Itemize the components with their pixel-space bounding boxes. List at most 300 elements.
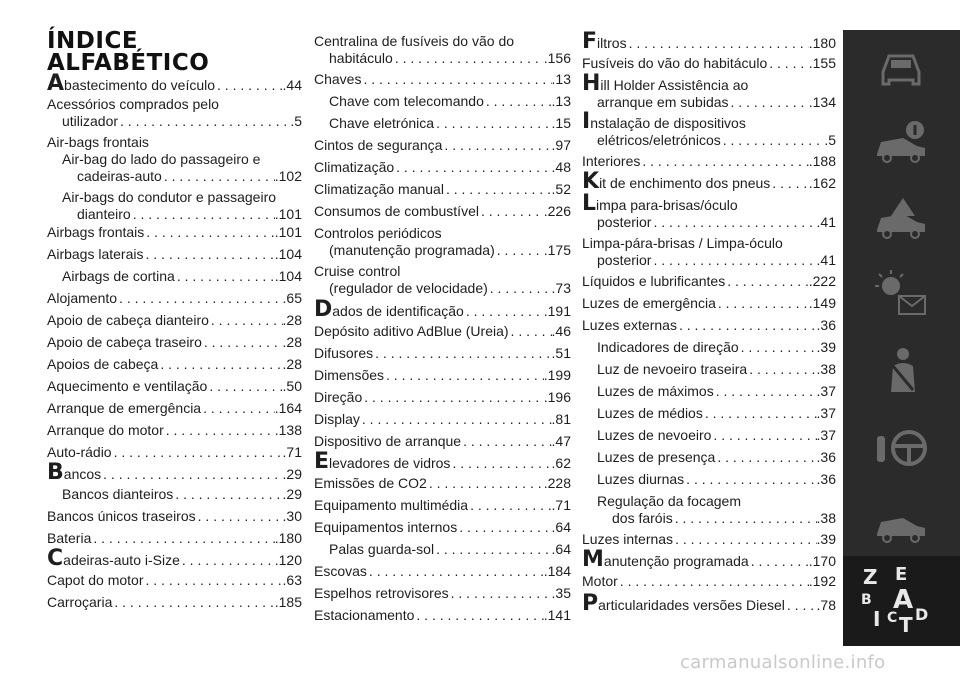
page-number: .180	[808, 35, 836, 51]
entry-label: Apoios de cabeça	[47, 356, 159, 372]
entry-label: levadores de vidros	[329, 455, 451, 471]
index-entry[interactable]	[47, 546, 302, 571]
page-number: .30	[282, 508, 302, 524]
entry-label: adeiras-auto i-Size	[63, 552, 180, 568]
index-entry[interactable]	[314, 323, 571, 340]
leader-dots	[175, 268, 275, 285]
svg-text:T: T	[899, 613, 913, 634]
index-entry[interactable]	[47, 460, 302, 485]
index-entry[interactable]	[582, 591, 836, 616]
leader-dots	[384, 367, 544, 384]
index-entry[interactable]	[47, 189, 302, 223]
index-letter: K	[582, 169, 600, 194]
steering-wheel-icon	[873, 422, 929, 472]
index-entry[interactable]	[582, 29, 836, 54]
entry-label: Chave com telecomando	[329, 93, 484, 109]
page-number: .184	[543, 563, 571, 579]
entry-label: Equipamentos internos	[314, 519, 458, 535]
page-number: .71	[551, 497, 571, 513]
entry-label-cont: (regulador de velocidade)	[329, 280, 488, 296]
entry-label: Indicadores de direção	[597, 339, 739, 355]
leader-dots	[715, 449, 816, 466]
index-entry[interactable]	[582, 191, 836, 231]
page-number: .164	[274, 400, 302, 416]
entry-label: Consumos de combustível	[314, 203, 479, 219]
leader-dots	[131, 206, 275, 223]
car-info-icon	[873, 118, 929, 168]
entry-label: Líquidos e lubrificantes	[582, 273, 726, 289]
car-tools-icon	[873, 498, 929, 548]
index-entry[interactable]	[314, 297, 571, 322]
index-entry[interactable]	[47, 268, 302, 285]
entry-label: it de enchimento dos pneus	[599, 175, 771, 191]
entry-label-cont: posterior	[597, 252, 652, 268]
page-number: .81	[551, 411, 571, 427]
entry-label: Equipamento multimédia	[314, 497, 469, 513]
entry-label: Cruise control	[314, 263, 401, 279]
entry-label: Alojamento	[47, 290, 118, 306]
index-entry[interactable]	[314, 225, 571, 259]
seatbelt-icon	[873, 346, 929, 396]
entry-label: Escovas	[314, 563, 367, 579]
leader-dots	[367, 563, 544, 580]
page-number: .65	[282, 290, 302, 306]
index-abc-icon	[859, 564, 939, 634]
index-entry[interactable]	[314, 345, 571, 362]
page-number: .15	[551, 115, 571, 131]
index-entry[interactable]	[314, 585, 571, 602]
entry-label-cont: arranque em subidas	[597, 94, 729, 110]
entry-label: Capot do motor	[47, 572, 144, 588]
entry-label: Luzes de presença	[597, 449, 716, 465]
leader-dots	[444, 181, 552, 198]
page-number: .36	[816, 449, 836, 465]
index-entry[interactable]	[314, 115, 571, 132]
index-entry[interactable]	[314, 203, 571, 220]
page-number: .192	[808, 573, 836, 589]
entry-label: Depósito aditivo AdBlue (Ureia)	[314, 323, 509, 339]
leader-dots	[215, 77, 283, 94]
entry-label-cont: (manutenção programada)	[329, 242, 495, 258]
index-entry[interactable]	[314, 449, 571, 474]
tab-car-front[interactable]	[843, 30, 960, 104]
svg-text:B: B	[861, 592, 872, 608]
entry-label: Luzes de emergência	[582, 295, 716, 311]
leader-dots	[394, 159, 551, 176]
page-number: .175	[543, 242, 571, 258]
index-entry[interactable]	[47, 530, 302, 547]
index-entry[interactable]	[47, 572, 302, 589]
entry-label: ancos	[63, 466, 102, 482]
index-entry[interactable]	[582, 295, 836, 312]
entry-label: bastecimento do veículo	[64, 77, 216, 93]
entry-label: Limpa-pára-brisas / Limpa-óculo	[582, 235, 783, 251]
page-number: .191	[543, 303, 571, 319]
entry-label-cont: utilizador	[62, 113, 119, 129]
leader-dots	[112, 444, 283, 461]
entry-label: Cintos de segurança	[314, 137, 443, 153]
leader-dots	[721, 132, 825, 149]
page-number: .196	[543, 389, 571, 405]
index-entry[interactable]	[582, 235, 836, 269]
page-number: .64	[551, 519, 571, 535]
page-number: .5	[290, 113, 302, 129]
entry-label: Bateria	[47, 530, 92, 546]
leader-dots	[509, 323, 552, 340]
page-number: .39	[816, 339, 836, 355]
index-entry[interactable]	[314, 181, 571, 198]
leader-dots	[196, 508, 283, 525]
leader-dots	[450, 455, 551, 472]
index-entry[interactable]	[314, 93, 571, 110]
entry-label-cont: elétricos/eletrónicos	[597, 132, 721, 148]
page-number: .52	[551, 181, 571, 197]
entry-label: Air-bags do condutor e passageiro	[62, 189, 277, 205]
page-number: .29	[282, 466, 302, 482]
page-number: .37	[816, 405, 836, 421]
entry-label: Controlos periódicos	[314, 225, 442, 241]
page-number: .97	[551, 137, 571, 153]
index-entry[interactable]	[47, 400, 302, 417]
leader-dots	[673, 510, 817, 527]
index-entry[interactable]	[47, 224, 302, 241]
svg-text:C: C	[887, 610, 898, 626]
entry-label: Climatização	[314, 159, 395, 175]
leader-dots	[442, 137, 551, 154]
svg-text:D: D	[915, 605, 929, 624]
page-number: .29	[282, 486, 302, 502]
page-number: .62	[551, 455, 571, 471]
index-letter: H	[582, 71, 601, 96]
leader-dots	[360, 411, 552, 428]
page-number: .41	[816, 252, 836, 268]
index-entry[interactable]	[314, 159, 571, 176]
index-entry[interactable]	[582, 383, 836, 400]
leader-dots	[749, 553, 809, 570]
leader-dots	[427, 475, 544, 492]
entry-label: impa para-brisas/óculo	[596, 197, 738, 213]
index-entry[interactable]	[47, 378, 302, 395]
leader-dots	[144, 224, 274, 241]
entry-label: Chave eletrónica	[329, 115, 435, 131]
page-number: .38	[816, 361, 836, 377]
index-entry[interactable]	[47, 71, 302, 96]
entry-label: Motor	[582, 573, 618, 589]
entry-label: Luzes externas	[582, 317, 677, 333]
leader-dots	[144, 246, 275, 263]
index-letter: I	[582, 109, 591, 134]
page-number: .36	[816, 317, 836, 333]
leader-dots	[158, 356, 282, 373]
index-entry[interactable]	[582, 573, 836, 590]
entry-label: Fusíveis do vão do habitáculo	[582, 55, 768, 71]
page-number: .71	[282, 444, 302, 460]
leader-dots	[651, 252, 816, 269]
page-number: .51	[551, 345, 571, 361]
page-number: .102	[274, 168, 302, 184]
index-entry[interactable]	[47, 508, 302, 525]
index-entry[interactable]	[314, 389, 571, 406]
entry-label: iltros	[597, 35, 627, 51]
index-entry[interactable]	[582, 427, 836, 444]
index-entry[interactable]	[314, 263, 571, 297]
page-number: .226	[543, 203, 571, 219]
entry-label: Luzes diurnas	[597, 471, 685, 487]
leader-dots	[201, 400, 275, 417]
page-number: .73	[551, 280, 571, 296]
entry-label: Luzes de médios	[597, 405, 703, 421]
page-number: .185	[274, 594, 302, 610]
index-entry[interactable]	[314, 33, 571, 67]
leader-dots	[767, 55, 809, 72]
tab-index[interactable]	[843, 556, 960, 646]
index-letter: A	[47, 71, 65, 96]
page-title	[47, 30, 209, 74]
entry-label: Interiores	[582, 153, 641, 169]
index-entry[interactable]	[582, 361, 836, 378]
index-entry[interactable]	[47, 444, 302, 461]
index-entry[interactable]	[582, 531, 836, 548]
entry-label: Bancos dianteiros	[62, 486, 174, 502]
index-entry[interactable]	[582, 55, 836, 72]
page-number: .155	[808, 55, 836, 71]
leader-dots	[716, 295, 809, 312]
page-number: .101	[274, 206, 302, 222]
index-entry[interactable]	[47, 422, 302, 439]
page-number: .13	[551, 71, 571, 87]
index-entry[interactable]	[582, 71, 836, 111]
index-letter: F	[582, 29, 598, 54]
index-entry[interactable]	[582, 169, 836, 194]
page-number: .36	[816, 471, 836, 487]
leader-dots	[747, 361, 816, 378]
index-entry[interactable]	[314, 411, 571, 428]
entry-label: Climatização manual	[314, 181, 444, 197]
leader-dots	[209, 312, 283, 329]
page-number: .104	[274, 268, 302, 284]
title-line-2: ALFABÉTICO	[47, 50, 210, 76]
entry-label: Display	[314, 411, 360, 427]
leader-dots	[91, 530, 274, 547]
index-entry[interactable]	[314, 563, 571, 580]
leader-dots	[434, 115, 551, 132]
index-entry[interactable]	[47, 486, 302, 503]
index-letter: M	[582, 547, 604, 572]
index-entry[interactable]	[47, 594, 302, 611]
leader-dots	[449, 585, 552, 602]
entry-label: Auto-rádio	[47, 444, 112, 460]
leader-dots	[464, 303, 544, 320]
index-entry[interactable]	[582, 471, 836, 488]
index-entry[interactable]	[314, 541, 571, 558]
page-number: .35	[551, 585, 571, 601]
leader-dots	[414, 607, 543, 624]
entry-label: Centralina de fusíveis do vão do	[314, 33, 515, 49]
index-entry[interactable]	[582, 493, 836, 527]
tab-light-mail[interactable]	[843, 258, 960, 332]
entry-label: Dispositivo de arranque	[314, 433, 462, 449]
entry-label: articularidades versões Diesel	[598, 597, 785, 613]
entry-label: ados de identificação	[332, 303, 464, 319]
entry-label: Direção	[314, 389, 363, 405]
watermark: carmanualsonline.info	[680, 652, 886, 673]
page-number: .50	[282, 378, 302, 394]
page-number: .138	[274, 422, 302, 438]
leader-dots	[461, 433, 551, 450]
page-number: .180	[274, 530, 302, 546]
leader-dots	[739, 339, 817, 356]
page-number: .47	[551, 433, 571, 449]
page-number: .120	[274, 552, 302, 568]
entry-label: Aquecimento e ventilação	[47, 378, 208, 394]
leader-dots	[495, 242, 544, 259]
index-entry[interactable]	[47, 134, 302, 151]
index-entry[interactable]	[314, 607, 571, 624]
index-entry[interactable]	[47, 246, 302, 263]
leader-dots	[144, 572, 283, 589]
index-entry[interactable]	[582, 449, 836, 466]
leader-dots	[479, 203, 544, 220]
leader-dots	[393, 50, 544, 67]
page-number: .37	[816, 427, 836, 443]
entry-label: Estacionamento	[314, 607, 415, 623]
light-mail-icon	[873, 270, 929, 320]
index-letter: E	[314, 449, 330, 474]
index-entry[interactable]	[47, 312, 302, 329]
leader-dots	[202, 334, 283, 351]
index-entry[interactable]	[582, 547, 836, 572]
leader-dots	[711, 427, 816, 444]
index-entry[interactable]	[582, 339, 836, 356]
index-entry[interactable]	[582, 405, 836, 422]
tab-car-warning[interactable]	[843, 182, 960, 256]
tab-car-tools[interactable]	[843, 486, 960, 560]
page-number: .41	[816, 214, 836, 230]
entry-label: Luz de nevoeiro traseira	[597, 361, 748, 377]
index-entry[interactable]	[314, 71, 571, 88]
entry-label: Espelhos retrovisores	[314, 585, 449, 601]
page-number: .48	[551, 159, 571, 175]
index-letter: C	[47, 546, 64, 571]
entry-label: nstalação de dispositivos	[590, 115, 746, 131]
leader-dots	[673, 531, 816, 548]
leader-dots	[785, 597, 817, 614]
entry-label-cont: posterior	[597, 214, 652, 230]
index-entry[interactable]	[47, 151, 302, 185]
index-entry[interactable]	[582, 317, 836, 334]
leader-dots	[640, 153, 808, 170]
entry-label: Emissões de CO2	[314, 475, 427, 491]
page-number: .101	[274, 224, 302, 240]
leader-dots	[684, 471, 816, 488]
entry-label: Airbags de cortina	[62, 268, 175, 284]
leader-dots	[164, 422, 275, 439]
entry-label: Palas guarda-sol	[329, 541, 435, 557]
entry-label: Apoio de cabeça dianteiro	[47, 312, 209, 328]
page-number: .28	[282, 334, 302, 350]
entry-label: Luzes de máximos	[597, 383, 714, 399]
leader-dots	[362, 389, 544, 406]
leader-dots	[729, 94, 809, 111]
car-warning-icon	[873, 194, 929, 244]
index-entry[interactable]	[47, 290, 302, 307]
title-line-1: ÍNDICE	[47, 28, 139, 54]
tab-steering[interactable]	[843, 410, 960, 484]
page-number: .39	[816, 531, 836, 547]
entry-label: Airbags frontais	[47, 224, 145, 240]
leader-dots	[488, 280, 552, 297]
page-number: .228	[543, 475, 571, 491]
leader-dots	[180, 552, 275, 569]
page-number: .5	[824, 132, 836, 148]
index-entry[interactable]	[47, 96, 302, 130]
page-number: .170	[808, 553, 836, 569]
entry-label: Arranque do motor	[47, 422, 164, 438]
index-entry[interactable]	[314, 519, 571, 536]
page-number: .28	[282, 356, 302, 372]
leader-dots	[627, 35, 809, 52]
tab-car-info[interactable]	[843, 106, 960, 180]
page-number: .149	[808, 295, 836, 311]
leader-dots	[677, 317, 817, 334]
page-number: .141	[543, 607, 571, 623]
page-number: .37	[816, 383, 836, 399]
index-entry[interactable]	[47, 334, 302, 351]
page-number: .64	[551, 541, 571, 557]
leader-dots	[373, 345, 551, 362]
page-number: .13	[551, 93, 571, 109]
svg-text:E: E	[895, 564, 908, 585]
leader-dots	[173, 486, 282, 503]
page-number: .46	[551, 323, 571, 339]
index-entry[interactable]	[314, 137, 571, 154]
leader-dots	[207, 378, 282, 395]
leader-dots	[117, 290, 282, 307]
entry-label: Difusores	[314, 345, 374, 361]
entry-label: Air-bag do lado do passageiro e	[62, 151, 261, 167]
page-number: .188	[808, 153, 836, 169]
leader-dots	[101, 466, 282, 483]
leader-dots	[725, 273, 809, 290]
page-number: .38	[816, 510, 836, 526]
index-entry[interactable]	[314, 475, 571, 492]
entry-label: Chaves	[314, 71, 362, 87]
tab-seatbelt[interactable]	[843, 334, 960, 408]
index-letter: B	[47, 460, 64, 485]
leader-dots	[118, 113, 290, 130]
index-entry[interactable]	[47, 356, 302, 373]
entry-label: Arranque de emergência	[47, 400, 202, 416]
index-entry[interactable]	[314, 433, 571, 450]
leader-dots	[112, 594, 274, 611]
index-entry[interactable]	[582, 109, 836, 149]
page-number: .156	[543, 50, 571, 66]
entry-label: Airbags laterais	[47, 246, 144, 262]
entry-label: anutenção programada	[603, 553, 749, 569]
entry-label: Luzes internas	[582, 531, 674, 547]
entry-label: Carroçaria	[47, 594, 113, 610]
entry-label-cont: cadeiras-auto	[77, 168, 162, 184]
page-number: .134	[808, 94, 836, 110]
index-entry[interactable]	[582, 153, 836, 170]
index-entry[interactable]	[314, 367, 571, 384]
leader-dots	[651, 214, 816, 231]
page-number: .162	[808, 175, 836, 191]
leader-dots	[714, 383, 817, 400]
leader-dots	[484, 93, 552, 110]
index-entry[interactable]	[314, 497, 571, 514]
index-entry[interactable]	[582, 273, 836, 290]
